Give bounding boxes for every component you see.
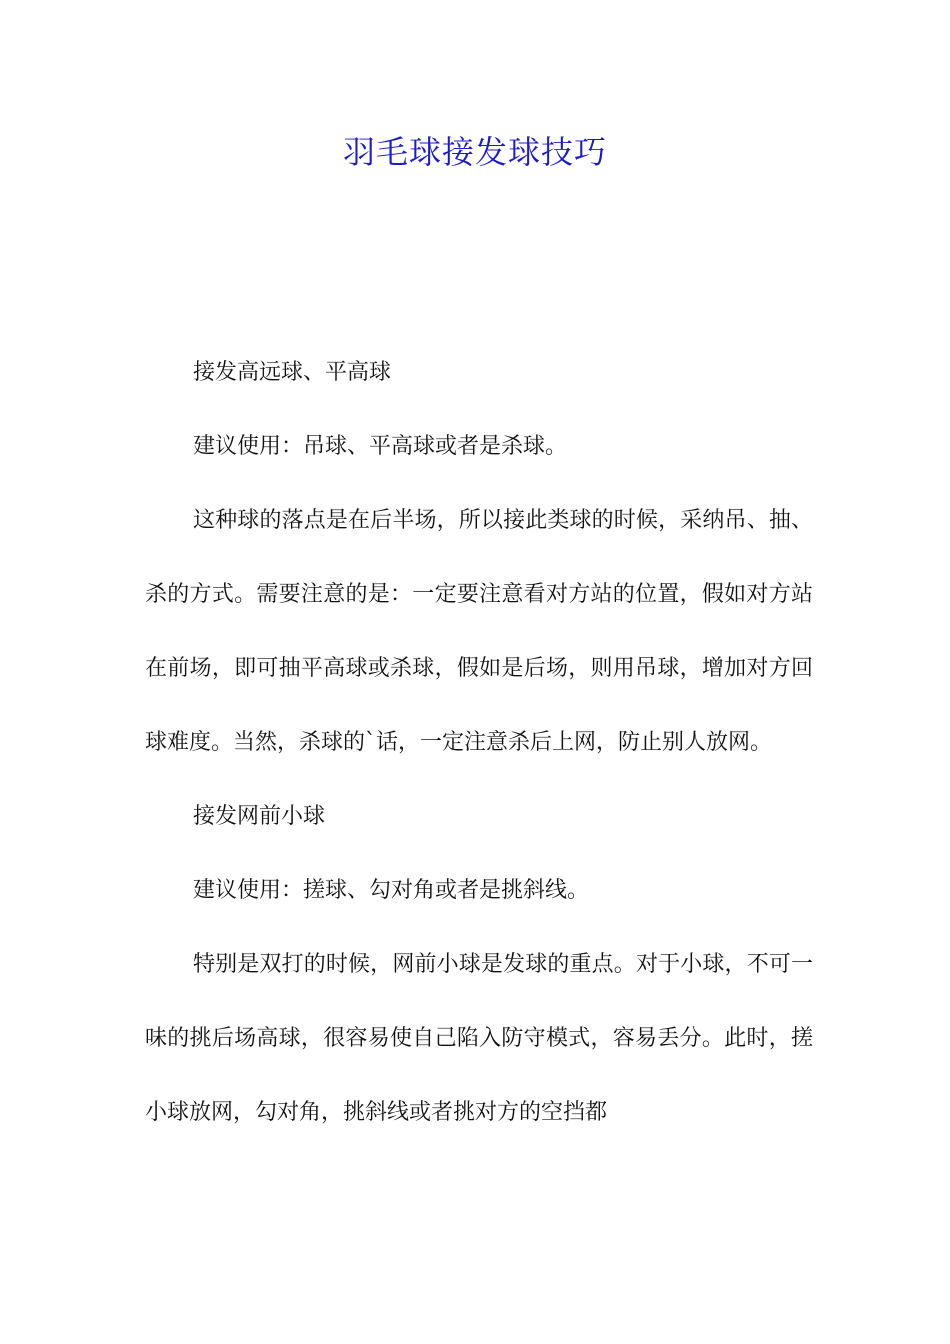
section-heading-high-clear: 接发高远球、平高球 (193, 360, 392, 385)
paragraph-high-clear-explanation: 这种球的落点是在后半场，所以接此类球的时候，采纳吊、抽、杀的方式。需要注意的是：一定要注意看对方站的位置，假如对方站在前场，即可抽平高球或杀球，假如是后场，则用吊球，增加对方回球难度。当然，杀球的`话，一定注意杀后上网，防止别人放网。 (145, 508, 813, 755)
paragraph-net-shot-explanation: 特别是双打的时候，网前小球是发球的重点。对于小球，不可一味的挑后场高球，很容易使自己陷入防守模式，容易丢分。此时，搓小球放网，勾对角，挑斜线或者挑对方的空挡都 (145, 952, 813, 1125)
document-title: 羽毛球接发球技巧 (342, 133, 607, 171)
document-body (145, 336, 813, 1150)
section-heading-net-shot: 接发网前小球 (193, 804, 326, 829)
suggestion-high-clear: 建议使用：吊球、平高球或者是杀球。 (193, 434, 568, 459)
suggestion-net-shot: 建议使用：搓球、勾对角或者是挑斜线。 (193, 878, 590, 903)
